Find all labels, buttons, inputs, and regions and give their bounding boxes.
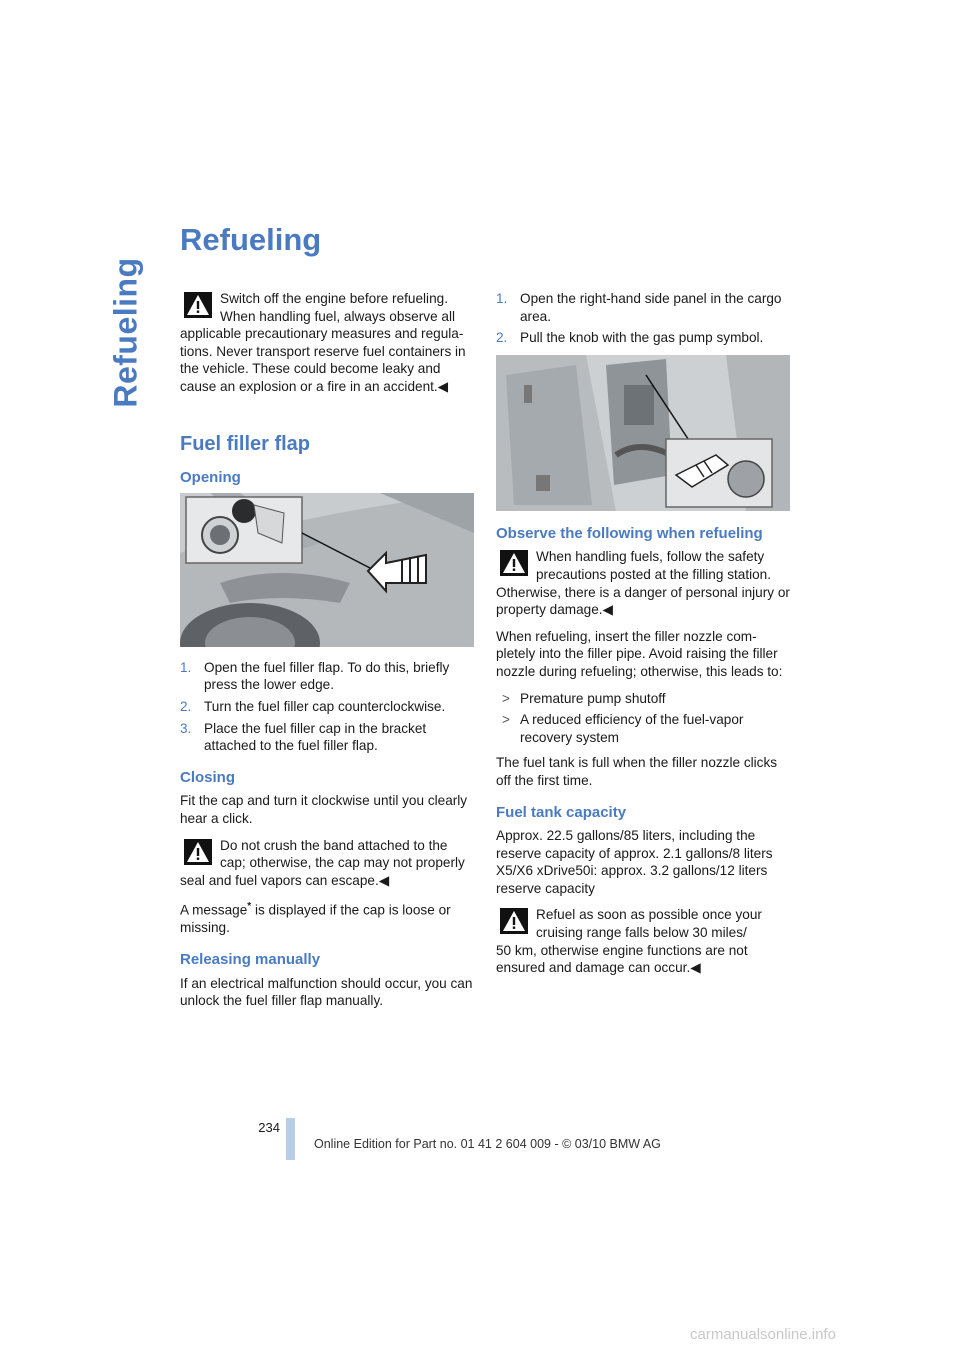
capacity-heading: Fuel tank capacity (496, 803, 627, 821)
opening-step: 1. Open the fuel filler flap. To do this, briefly press the lower edge. (180, 659, 450, 693)
optional-equipment-star: * (247, 901, 252, 913)
observe-warning-rest: Otherwise, there is a danger of personal injury or property damage.◀ (496, 584, 790, 618)
warning-triangle-icon (184, 292, 212, 318)
observe-warning-first: When handling fuels, follow the safety precautions posted at the filling station. (536, 549, 772, 582)
left-column (180, 290, 476, 1019)
manual-release-step: 2. Pull the knob with the gas pump symbol. (496, 330, 764, 346)
opening-step: 2. Turn the fuel filler cap counterclockwise. (180, 698, 446, 714)
footer-text: Online Edition for Part no. 01 41 2 604 009 - © 03/10 BMW AG (314, 1137, 661, 1151)
closing-warning-rest: seal and fuel vapors can escape.◀ (180, 872, 390, 888)
observe-heading: Observe the following when refueling (496, 524, 763, 542)
warning-triangle-icon (184, 839, 212, 865)
observe-warning (496, 548, 792, 618)
closing-warning-first: Do not crush the band attached to the cap; otherwise, the cap may not properly (220, 837, 465, 871)
opening-steps (180, 659, 476, 755)
intro-warning (180, 290, 476, 396)
side-tab (96, 232, 156, 432)
intro-warning-first: Switch off the engine before refueling. When handling fuel, always observe all (220, 291, 456, 324)
bullet-item: > Premature pump shutoff (502, 690, 666, 706)
releasing-heading: Releasing manually (180, 951, 321, 968)
refueling-text: When refueling, insert the filler nozzle com-pletely into the filler pipe. Avoid raising the filler nozzle during refueling; otherwise, this leads to: (496, 628, 783, 679)
manual-release-steps (496, 290, 792, 347)
page-number: 234 (258, 1120, 280, 1135)
capacity-warning (496, 906, 792, 976)
right-column (496, 290, 792, 986)
opening-step: 3. Place the fuel filler cap in the bracket attached to the fuel filler flap. (180, 720, 427, 754)
capacity-warning-first: Refuel as soon as possible once your cruising range falls below 30 miles/ (536, 907, 762, 941)
capacity-text: Approx. 22.5 gallons/85 liters, including the reserve capacity of approx. 2.1 gallons/8 liters X5/X6 xDrive50i: approx. 3.2 gallons/12 liters reserve capacity (496, 828, 773, 896)
bullet-item: > A reduced efficiency of the fuel-vapor recovery system (502, 712, 744, 745)
refueling-bullets (496, 690, 792, 747)
closing-heading: Closing (180, 768, 235, 786)
warning-triangle-icon (500, 908, 528, 934)
cargo-panel-figure (496, 355, 790, 511)
opening-heading: Opening (180, 469, 241, 487)
fuel-filler-flap-figure (180, 493, 474, 647)
intro-warning-rest: applicable precautionary measures and regula-tions. Never transport reserve fuel containers in the vehicle. These could become leaky and cause an explosion or a fire in an accident.◀ (180, 326, 466, 394)
tank-full-text: The fuel tank is full when the filler nozzle clicks off the first time. (496, 755, 778, 788)
warning-triangle-icon (500, 550, 528, 576)
cap-message-text: A message* is displayed if the cap is loose or missing. (180, 901, 451, 936)
closing-warning (180, 837, 476, 890)
footer-bar (286, 1118, 295, 1160)
closing-text: Fit the cap and turn it clockwise until you clearly hear a click. (180, 793, 468, 826)
side-tab-label: Refueling (107, 256, 144, 408)
releasing-text: If an electrical malfunction should occur, you can unlock the fuel filler flap manually. (180, 975, 473, 1009)
watermark: carmanualsonline.info (690, 1326, 836, 1343)
page-title: Refueling (180, 222, 322, 257)
fuel-filler-flap-heading: Fuel filler flap (180, 432, 311, 455)
capacity-warning-rest: 50 km, otherwise engine functions are not ensured and damage can occur.◀ (496, 942, 748, 976)
manual-release-step: 1. Open the right-hand side panel in the cargo area. (496, 291, 782, 324)
